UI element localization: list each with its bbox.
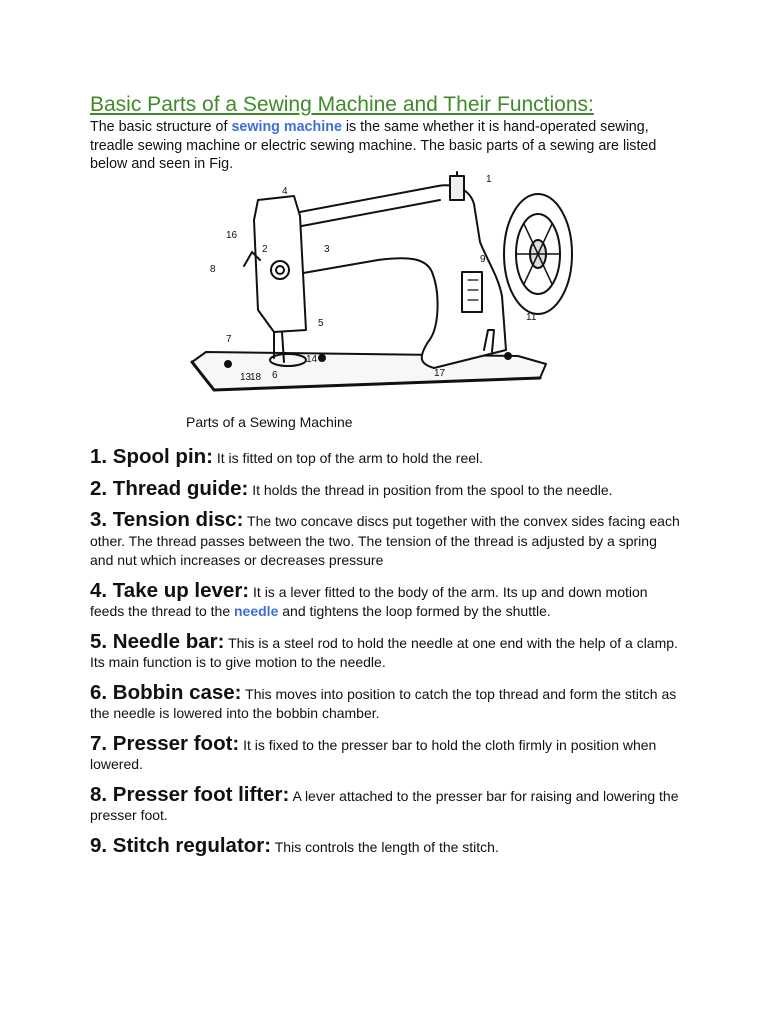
figure-label: 17 [434,367,446,379]
figure-label: 14 [306,353,318,365]
part-term: 1. Spool pin: [90,445,213,468]
part-term: 9. Stitch regulator: [90,833,272,857]
part-description: This controls the length of the stitch. [271,838,499,855]
list-item [90,578,682,622]
figure-label: 8 [210,263,216,275]
sewing-machine-illustration [188,173,578,408]
list-item [90,731,682,775]
part-description: This moves into position to catch the top thread and form the stitch as the needle is lowered into the bobbin chamber. [90,685,677,721]
sewing-machine-link[interactable]: sewing machine [231,119,342,135]
figure-caption: Parts of a Sewing Machine [186,413,353,430]
part-term: 8. Presser foot lifter: [90,782,290,806]
needle-link[interactable]: needle [234,603,279,619]
part-description: This is a steel rod to hold the needle at one end with the help of a clamp. Its main function is to give motion to the needle. [90,634,678,670]
figure-label: 5 [318,317,324,329]
intro-text-start: The basic structure of [90,119,232,135]
part-description-end: and tightens the loop formed by the shuttle. [278,603,551,619]
part-description: It is fixed to the presser bar to hold the cloth firmly in position when lowered. [90,736,657,772]
figure-label: 9 [480,253,486,265]
part-term: 4. Take up lever: [90,578,250,602]
figure-label: 7 [226,333,232,345]
part-description: It holds the thread in position from the spool to the needle. [248,481,613,498]
list-item [90,782,682,826]
list-item [90,833,682,858]
part-term: 7. Presser foot: [90,731,240,755]
sewing-machine-figure [90,173,682,430]
figure-label: 11 [526,311,537,323]
figure-label: 4 [282,185,288,197]
list-item [90,447,682,469]
figure-label: 13 [240,371,252,383]
part-description: The two concave discs put together with the convex sides facing each other. The thread passes between the two. The tension of the thread is adjusted by a spring and nut which increases or decreases pressure [90,513,680,568]
part-term: 6. Bobbin case: [90,680,242,704]
part-term: 3. Tension disc: [90,508,244,531]
figure-label: 2 [262,243,268,255]
document-page [90,92,682,857]
figure-label: 18 [250,371,262,383]
list-item [90,629,682,673]
figure-label: 3 [324,243,330,255]
part-description-start: It is a lever fitted to the body of the arm. Its up and down motion feeds the thread to the [90,583,648,619]
part-description: A lever attached to the presser bar for raising and lowering the presser foot. [90,787,679,823]
intro-text-end: is the same whether it is hand-operated sewing, treadle sewing machine or electric sewing machine. The basic parts of a sewing are listed below and seen in Fig. [90,119,657,172]
figure-label: 1 [486,173,492,185]
part-term: 2. Thread guide: [90,476,249,500]
list-item [90,510,682,571]
part-term: 5. Needle bar: [90,629,225,653]
page-title: Basic Parts of a Sewing Machine and Their Functions: [90,93,594,116]
figure-label: 16 [226,229,238,241]
intro-paragraph [90,118,682,174]
figure-label: 6 [272,369,278,381]
parts-list [90,447,682,857]
list-item [90,476,682,501]
part-description: It is fitted on top of the arm to hold the reel. [213,450,484,466]
list-item [90,680,682,724]
